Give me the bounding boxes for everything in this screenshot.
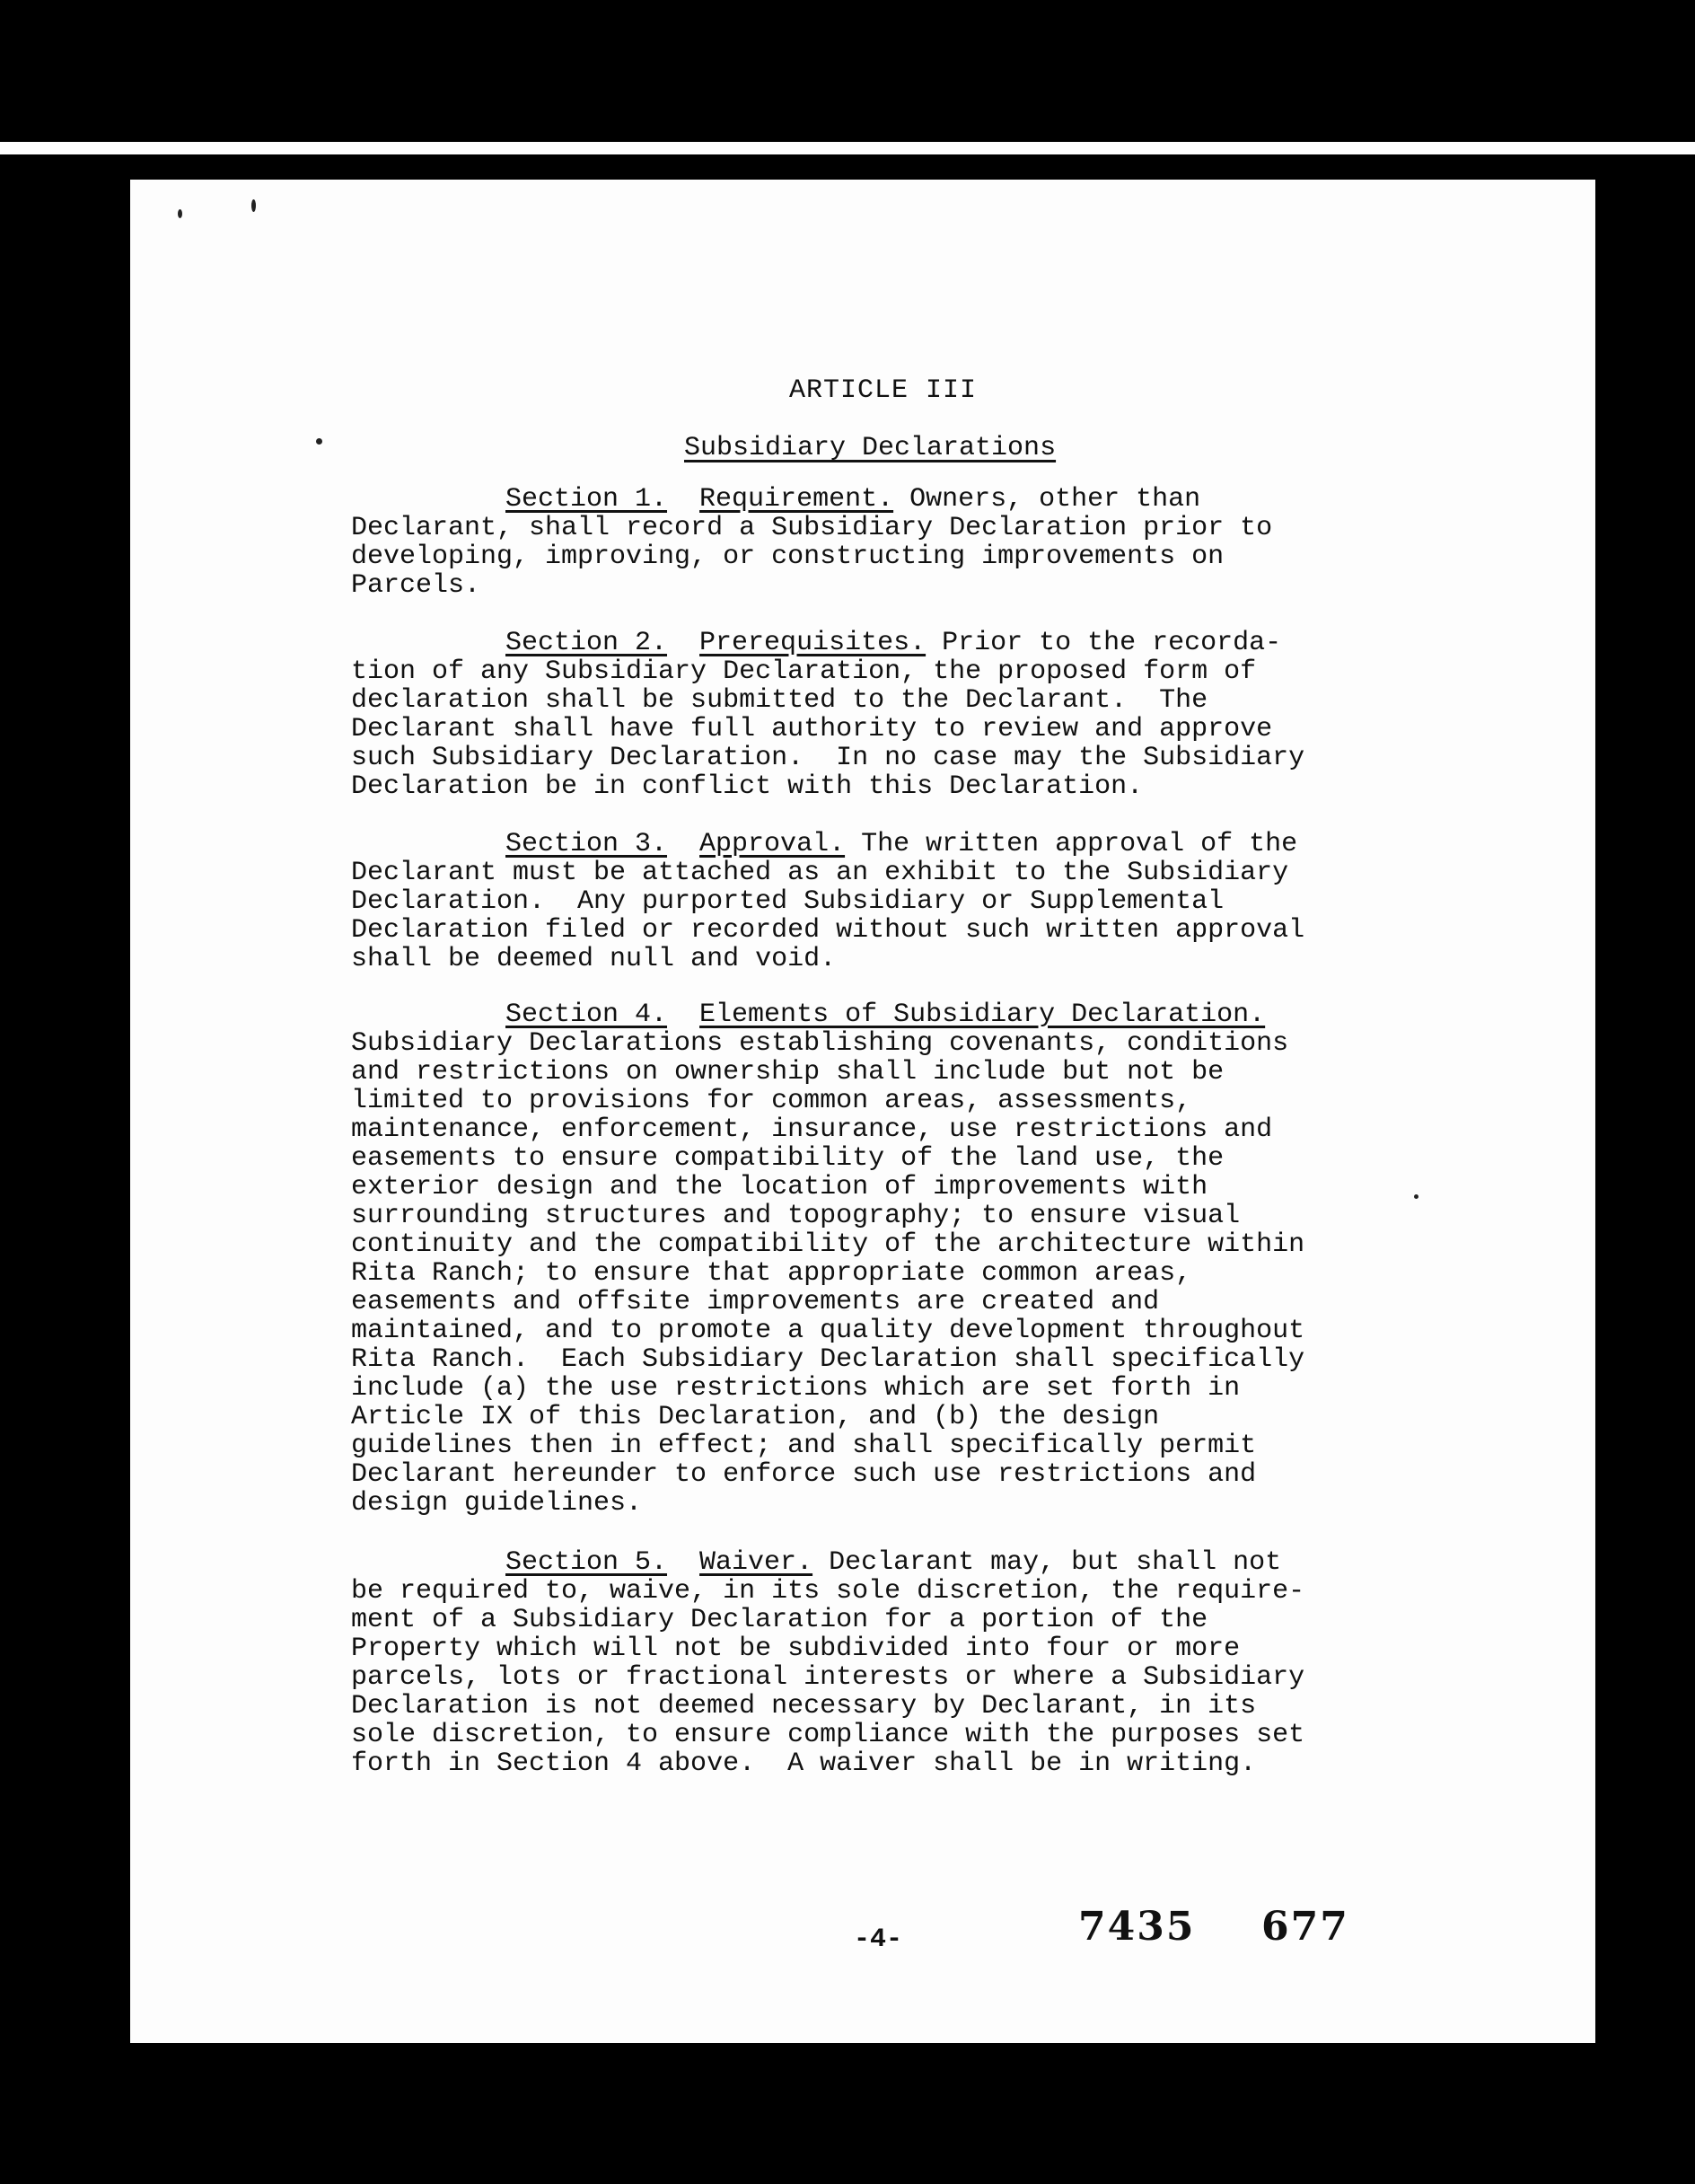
section-5 <box>351 1548 1518 1778</box>
scan-speck <box>251 199 256 212</box>
section-heading: Prerequisites. <box>699 628 927 658</box>
scan-border-top <box>0 0 1695 144</box>
section-heading: Waiver. <box>699 1547 813 1578</box>
section-text-first-line: Prior to the recorda- <box>926 628 1282 658</box>
section-text: Subsidiary Declarations establishing covenants, conditions and restrictions on ownership shall include but not be limited to provisions for common areas, assessments, maintenance, enforcement, insurance, use restrictions and easements to ensure compatibility of the land use, the exterior design and the location of improvements with surrounding structures and topography; to ensure visual continuity and the compatibility of the architecture within Rita Ranch; to ensure that appropriate common areas, easements and offsite improvements are created and maintained, and to promote a quality development throughout Rita Ranch. Each Subsidiary Declaration shall specifically include (a) the use restrictions which are set forth in Article IX of this Declaration, and (b) the design guidelines then in effect; and shall specifically permit Declarant hereunder to enforce such use restrictions and design guidelines. <box>351 1028 1305 1519</box>
document-page <box>130 180 1595 2043</box>
section-text: Declarant must be attached as an exhibit to the Subsidiary Declaration. Any purported Subsidiary or Supplemental Declaration filed or recorded without such written approval shall be deemed null and void. <box>351 858 1305 974</box>
section-heading: Elements of Subsidiary Declaration. <box>699 1000 1266 1030</box>
section-label: Section 1. <box>505 484 668 515</box>
section-text: tion of any Subsidiary Declaration, the proposed form of declaration shall be submitted to the Declarant. The Declarant shall have full authority to review and approve such Subsidiary Declaration. In no case may the Subsidiary Declaration be in conflict with this Declaration. <box>351 656 1305 802</box>
section-label: Section 2. <box>505 628 668 658</box>
section-label: Section 4. <box>505 1000 668 1030</box>
section-heading: Approval. <box>699 829 846 859</box>
section-text-first-line: Declarant may, but shall not <box>812 1547 1282 1578</box>
section-text: be required to, waive, in its sole discretion, the require- ment of a Subsidiary Declaration for a portion of the Property which will not be subdivided into four or more parcels, lots or fractional interests or where a Subsidiary Declaration is not deemed necessary by Declarant, in its sole discretion, to ensure compliance with the purposes set forth in Section 4 above. A waiver shall be in writing. <box>351 1576 1305 1779</box>
section-text-first-line: The written approval of the <box>845 829 1298 859</box>
page-number: -4- <box>854 1924 903 1955</box>
section-4 <box>351 1000 1518 1518</box>
section-label: Section 5. <box>505 1547 668 1578</box>
recording-stamp-book: 7435 <box>1078 1904 1196 1950</box>
scan-speck <box>178 209 182 218</box>
scan-border-strip <box>0 142 1695 154</box>
recording-stamp-page: 677 <box>1261 1904 1349 1950</box>
scan-speck <box>316 438 322 445</box>
section-text: Declarant, shall record a Subsidiary Declaration prior to developing, improving, or constructing improvements on Parcels. <box>351 513 1273 601</box>
section-2 <box>351 629 1518 801</box>
section-1 <box>351 485 1518 600</box>
article-title: ARTICLE III <box>789 375 978 406</box>
section-heading: Requirement. <box>699 484 894 515</box>
scan-speck <box>1414 1194 1418 1199</box>
section-3 <box>351 830 1518 973</box>
section-text-first-line: Owners, other than <box>893 484 1201 515</box>
article-subtitle: Subsidiary Declarations <box>684 433 1057 463</box>
section-label: Section 3. <box>505 829 668 859</box>
